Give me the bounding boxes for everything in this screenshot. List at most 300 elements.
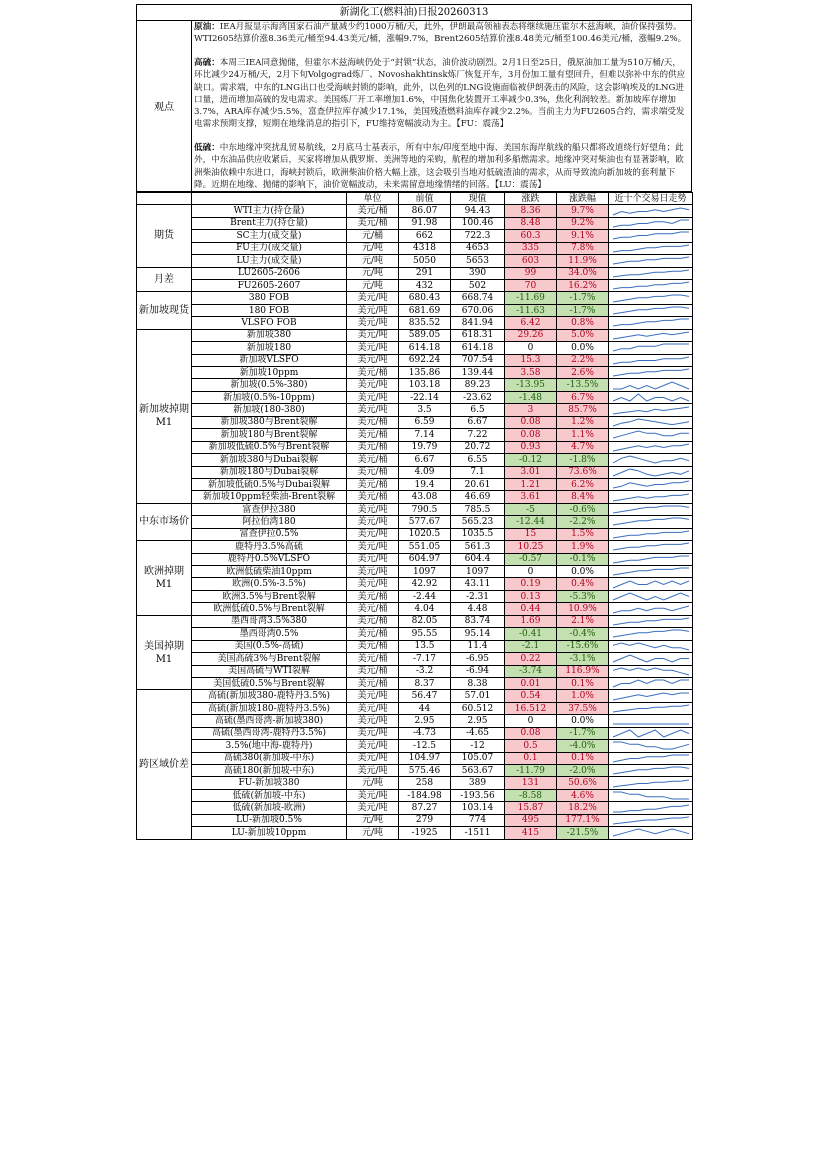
- unit-cell: 美元/桶: [347, 205, 399, 217]
- low-sulfur-heading: 低硫：: [194, 143, 220, 154]
- item-name-cell: FU-新加坡380: [192, 777, 347, 789]
- unit-cell: 元/吨: [347, 267, 399, 279]
- curr-value-cell: 604.4: [451, 553, 505, 565]
- item-name-cell: LU-新加坡10ppm: [192, 827, 347, 839]
- unit-cell: 美元/桶: [347, 677, 399, 689]
- unit-cell: 美元/桶: [347, 466, 399, 478]
- table-row: [137, 802, 693, 814]
- table-row: [137, 715, 693, 727]
- prev-value-cell: 662: [399, 230, 451, 242]
- trend-line: [613, 581, 689, 588]
- category-cell: 中东市场价: [137, 503, 192, 540]
- change-pct-cell: 1.5%: [557, 528, 609, 540]
- table-row: [137, 404, 693, 416]
- curr-value-cell: 139.44: [451, 367, 505, 379]
- change-pct-cell: 6.7%: [557, 391, 609, 403]
- trend-sparkline: [609, 790, 693, 801]
- unit-cell: 美元/吨: [347, 354, 399, 366]
- change-pct-cell: 1.2%: [557, 416, 609, 428]
- change-pct-cell: 8.4%: [557, 491, 609, 503]
- prev-value-cell: 577.67: [399, 516, 451, 528]
- change-cell: 0.44: [505, 603, 557, 615]
- prev-value-cell: 575.46: [399, 765, 451, 777]
- table-row: [137, 590, 693, 602]
- trend-sparkline: [609, 516, 693, 527]
- trend-line: [613, 829, 689, 836]
- change-pct-cell: 34.0%: [557, 267, 609, 279]
- change-pct-cell: 85.7%: [557, 404, 609, 416]
- change-cell: 495: [505, 814, 557, 826]
- change-pct-cell: -13.5%: [557, 379, 609, 391]
- change-pct-cell: 177.1%: [557, 814, 609, 826]
- curr-value-cell: -4.65: [451, 727, 505, 739]
- change-cell: 335: [505, 242, 557, 254]
- prev-value-cell: 82.05: [399, 615, 451, 627]
- trend-sparkline: [609, 280, 693, 291]
- table-row: [137, 740, 693, 752]
- unit-cell: 美元/桶: [347, 454, 399, 466]
- change-cell: 3.61: [505, 491, 557, 503]
- item-name-cell: 鹿特丹3.5%高硫: [192, 541, 347, 553]
- table-row: [137, 553, 693, 565]
- high-sulfur-paragraph: [192, 57, 691, 130]
- unit-cell: 美元/桶: [347, 217, 399, 229]
- change-cell: -3.74: [505, 665, 557, 677]
- item-name-cell: 鹿特丹0.5%VLSFO: [192, 553, 347, 565]
- change-cell: 0.54: [505, 690, 557, 702]
- change-cell: 0.22: [505, 653, 557, 665]
- change-pct-cell: 37.5%: [557, 702, 609, 714]
- item-name-cell: SC主力(成交量): [192, 230, 347, 242]
- trend-sparkline-cell: [609, 653, 693, 665]
- header-pct: 涨跌幅: [557, 192, 609, 204]
- prev-value-cell: -12.5: [399, 740, 451, 752]
- item-name-cell: 美国高硫3%与Brent裂解: [192, 653, 347, 665]
- change-pct-cell: 1.0%: [557, 690, 609, 702]
- unit-cell: 美元/吨: [347, 578, 399, 590]
- prev-value-cell: 432: [399, 279, 451, 291]
- curr-value-cell: -6.95: [451, 653, 505, 665]
- trend-line: [613, 270, 689, 277]
- curr-value-cell: 563.67: [451, 765, 505, 777]
- curr-value-cell: 95.14: [451, 628, 505, 640]
- table-row: [137, 528, 693, 540]
- change-pct-cell: -1.8%: [557, 454, 609, 466]
- prev-value-cell: 604.97: [399, 553, 451, 565]
- trend-sparkline: [609, 678, 693, 689]
- trend-line: [613, 680, 689, 687]
- table-row: [137, 653, 693, 665]
- prev-value-cell: -3.2: [399, 665, 451, 677]
- item-name-cell: LU-新加坡0.5%: [192, 814, 347, 826]
- trend-sparkline-cell: [609, 441, 693, 453]
- prev-value-cell: 95.55: [399, 628, 451, 640]
- change-cell: 0.19: [505, 578, 557, 590]
- change-pct-cell: 9.1%: [557, 230, 609, 242]
- trend-line: [613, 481, 689, 488]
- change-pct-cell: -0.4%: [557, 628, 609, 640]
- trend-sparkline: [609, 554, 693, 565]
- trend-sparkline: [609, 504, 693, 515]
- trend-sparkline: [609, 454, 693, 465]
- table-row: [137, 603, 693, 615]
- trend-line: [613, 655, 689, 662]
- curr-value-cell: 94.43: [451, 205, 505, 217]
- change-pct-cell: 7.8%: [557, 242, 609, 254]
- trend-sparkline: [609, 703, 693, 714]
- report-title: 新湖化工(燃料油)日报20260313: [136, 4, 692, 20]
- prev-value-cell: 279: [399, 814, 451, 826]
- table-row: [137, 814, 693, 826]
- table-row: [137, 342, 693, 354]
- trend-line: [613, 208, 689, 215]
- trend-sparkline-cell: [609, 615, 693, 627]
- trend-sparkline-cell: [609, 230, 693, 242]
- change-pct-cell: 0.1%: [557, 677, 609, 689]
- item-name-cell: 低硫(新加坡-欧洲): [192, 802, 347, 814]
- change-cell: 0.08: [505, 429, 557, 441]
- table-row: [137, 690, 693, 702]
- prev-value-cell: 42.92: [399, 578, 451, 590]
- trend-sparkline-cell: [609, 329, 693, 341]
- header-blank: [137, 192, 192, 204]
- trend-sparkline: [609, 628, 693, 639]
- table-row: [137, 279, 693, 291]
- trend-sparkline-cell: [609, 242, 693, 254]
- prev-value-cell: 5050: [399, 255, 451, 267]
- item-name-cell: 新加坡(0.5%-380): [192, 379, 347, 391]
- unit-cell: 美元/桶: [347, 478, 399, 490]
- curr-value-cell: -1511: [451, 827, 505, 839]
- change-pct-cell: 2.2%: [557, 354, 609, 366]
- table-row: [137, 789, 693, 801]
- change-pct-cell: 0.0%: [557, 566, 609, 578]
- change-cell: 603: [505, 255, 557, 267]
- change-cell: 0.5: [505, 740, 557, 752]
- trend-line: [613, 431, 689, 438]
- curr-value-cell: 60.512: [451, 702, 505, 714]
- item-name-cell: 新加坡VLSFO: [192, 354, 347, 366]
- trend-sparkline-cell: [609, 205, 693, 217]
- table-row: [137, 292, 693, 304]
- table-row: [137, 503, 693, 515]
- unit-cell: 美元/桶: [347, 416, 399, 428]
- change-cell: 415: [505, 827, 557, 839]
- change-pct-cell: 1.1%: [557, 429, 609, 441]
- trend-line: [613, 556, 689, 563]
- prev-value-cell: 8.37: [399, 677, 451, 689]
- item-name-cell: 低硫(新加坡-中东): [192, 789, 347, 801]
- unit-cell: 美元/吨: [347, 566, 399, 578]
- curr-value-cell: 57.01: [451, 690, 505, 702]
- item-name-cell: 墨西哥湾0.5%: [192, 628, 347, 640]
- curr-value-cell: 1097: [451, 566, 505, 578]
- item-name-cell: VLSFO FOB: [192, 317, 347, 329]
- prev-value-cell: 43.08: [399, 491, 451, 503]
- prev-value-cell: 87.27: [399, 802, 451, 814]
- trend-line: [613, 332, 689, 339]
- high-sulfur-heading: 高硫：: [194, 58, 220, 69]
- prev-value-cell: 6.67: [399, 454, 451, 466]
- trend-sparkline-cell: [609, 566, 693, 578]
- unit-cell: 美元/吨: [347, 740, 399, 752]
- change-pct-cell: 5.0%: [557, 329, 609, 341]
- trend-sparkline: [609, 529, 693, 540]
- trend-sparkline-cell: [609, 590, 693, 602]
- item-name-cell: 美国低硫0.5%与Brent裂解: [192, 677, 347, 689]
- change-cell: -13.95: [505, 379, 557, 391]
- trend-sparkline-cell: [609, 578, 693, 590]
- trend-sparkline: [609, 417, 693, 428]
- change-cell: -8.58: [505, 789, 557, 801]
- trend-sparkline-cell: [609, 279, 693, 291]
- unit-cell: 美元/吨: [347, 702, 399, 714]
- trend-sparkline: [609, 230, 693, 241]
- unit-cell: 美元/吨: [347, 553, 399, 565]
- trend-line: [613, 295, 689, 302]
- change-pct-cell: -0.6%: [557, 503, 609, 515]
- unit-cell: 美元/吨: [347, 304, 399, 316]
- prev-value-cell: 19.79: [399, 441, 451, 453]
- table-row: [137, 267, 693, 279]
- unit-cell: 美元/桶: [347, 590, 399, 602]
- unit-cell: 美元/桶: [347, 653, 399, 665]
- change-cell: 60.3: [505, 230, 557, 242]
- trend-line: [613, 668, 689, 675]
- unit-cell: 元/吨: [347, 814, 399, 826]
- item-name-cell: 高硫(新加坡380-鹿特丹3.5%): [192, 690, 347, 702]
- item-name-cell: FU2605-2607: [192, 279, 347, 291]
- change-cell: 3.58: [505, 367, 557, 379]
- header-chg: 涨跌: [505, 192, 557, 204]
- item-name-cell: 新加坡380与Dubai裂解: [192, 454, 347, 466]
- trend-line: [613, 705, 689, 712]
- change-pct-cell: 18.2%: [557, 802, 609, 814]
- header-blank-name: [192, 192, 347, 204]
- trend-sparkline-cell: [609, 827, 693, 839]
- prev-value-cell: -184.98: [399, 789, 451, 801]
- trend-sparkline: [609, 442, 693, 453]
- unit-cell: 元/桶: [347, 230, 399, 242]
- curr-value-cell: 4653: [451, 242, 505, 254]
- trend-line: [613, 220, 689, 227]
- table-row: [137, 478, 693, 490]
- change-cell: 0.1: [505, 752, 557, 764]
- trend-line: [613, 282, 689, 289]
- change-pct-cell: 16.2%: [557, 279, 609, 291]
- trend-sparkline: [609, 666, 693, 677]
- change-pct-cell: -2.2%: [557, 516, 609, 528]
- table-row: [137, 466, 693, 478]
- item-name-cell: 墨西哥湾3.5%380: [192, 615, 347, 627]
- curr-value-cell: 7.1: [451, 466, 505, 478]
- change-pct-cell: 0.1%: [557, 752, 609, 764]
- prev-value-cell: 4.04: [399, 603, 451, 615]
- trend-sparkline-cell: [609, 255, 693, 267]
- trend-line: [613, 792, 689, 799]
- item-name-cell: 美国(0.5%-高硫): [192, 640, 347, 652]
- item-name-cell: 高硫(新加坡180-鹿特丹3.5%): [192, 702, 347, 714]
- trend-line: [613, 817, 689, 824]
- table-row: [137, 752, 693, 764]
- change-cell: 16.512: [505, 702, 557, 714]
- trend-sparkline: [609, 342, 693, 353]
- curr-value-cell: 8.38: [451, 677, 505, 689]
- trend-sparkline-cell: [609, 416, 693, 428]
- item-name-cell: 高硫180(新加坡-中东): [192, 765, 347, 777]
- item-name-cell: 富查伊拉0.5%: [192, 528, 347, 540]
- change-cell: 6.42: [505, 317, 557, 329]
- prev-value-cell: 291: [399, 267, 451, 279]
- unit-cell: 美元/吨: [347, 789, 399, 801]
- item-name-cell: 180 FOB: [192, 304, 347, 316]
- change-pct-cell: -2.0%: [557, 765, 609, 777]
- change-cell: -11.63: [505, 304, 557, 316]
- change-pct-cell: -3.1%: [557, 653, 609, 665]
- change-cell: 0.93: [505, 441, 557, 453]
- item-name-cell: 新加坡10ppm轻柴油-Brent裂解: [192, 491, 347, 503]
- change-cell: 1.21: [505, 478, 557, 490]
- curr-value-cell: 89.23: [451, 379, 505, 391]
- trend-line: [613, 456, 689, 463]
- trend-sparkline-cell: [609, 466, 693, 478]
- table-row: [137, 217, 693, 229]
- change-pct-cell: 4.6%: [557, 789, 609, 801]
- trend-sparkline-cell: [609, 317, 693, 329]
- trend-sparkline: [609, 803, 693, 814]
- change-cell: -12.44: [505, 516, 557, 528]
- table-row: [137, 454, 693, 466]
- unit-cell: 元/吨: [347, 242, 399, 254]
- trend-sparkline: [609, 591, 693, 602]
- table-row: [137, 441, 693, 453]
- trend-sparkline: [609, 206, 693, 217]
- unit-cell: 美元/吨: [347, 765, 399, 777]
- table-row: [137, 379, 693, 391]
- trend-sparkline: [609, 815, 693, 826]
- table-row: [137, 367, 693, 379]
- trend-sparkline-cell: [609, 516, 693, 528]
- trend-sparkline-cell: [609, 491, 693, 503]
- prev-value-cell: -4.73: [399, 727, 451, 739]
- trend-sparkline-cell: [609, 503, 693, 515]
- trend-sparkline-cell: [609, 342, 693, 354]
- prev-value-cell: 681.69: [399, 304, 451, 316]
- unit-cell: 美元/吨: [347, 727, 399, 739]
- unit-cell: 美元/吨: [347, 404, 399, 416]
- change-cell: 8.36: [505, 205, 557, 217]
- table-row: [137, 677, 693, 689]
- trend-sparkline-cell: [609, 354, 693, 366]
- change-cell: 3.01: [505, 466, 557, 478]
- report-sheet: [136, 4, 692, 840]
- crude-heading: 原油：: [194, 22, 220, 32]
- unit-cell: 美元/吨: [347, 528, 399, 540]
- unit-cell: 美元/桶: [347, 665, 399, 677]
- trend-sparkline-cell: [609, 727, 693, 739]
- table-row: [137, 230, 693, 242]
- high-sulfur-text: 本周三IEA同意抛储，但霍尔木兹海峡仍处于“封锁”状态，油价波动剧烈。2月1日至25日，俄原油加工量为510万桶/天，环比减少24万桶/天，2月下旬Volgograd炼厂、Novoshakhtinsk炼厂恢复开车，3月份加工量有望回升，但难以弥补中东的供应缺口。需求端，中东的LNG出口也受海峡封锁的影响，此外，以色列的LNG设施面临被伊朗袭击的风险，这会影响埃及的LNG进口量，进而增加高硫的发电需求。美国炼厂开工率增加1.6%，中国焦化装置开工率减少0.3%，焦化利润较差。新加坡库存增加3.7%，ARA库存减少5.5%，富查伊拉库存减少17.1%，美国残渣燃料油库存减少2.2%。当前主力为FU2605合约，需求端受发电需求预期支撑，短期在地缘消息的指引下，FU维持宽幅波动为主。【FU：震荡】: [194, 58, 686, 130]
- prev-value-cell: 4.09: [399, 466, 451, 478]
- item-name-cell: 富查伊拉380: [192, 503, 347, 515]
- unit-cell: 美元/吨: [347, 715, 399, 727]
- prev-value-cell: 551.05: [399, 541, 451, 553]
- item-name-cell: 新加坡10ppm: [192, 367, 347, 379]
- trend-sparkline: [609, 765, 693, 776]
- trend-line: [613, 531, 689, 538]
- trend-sparkline: [609, 380, 693, 391]
- change-cell: -11.79: [505, 765, 557, 777]
- prev-value-cell: 104.97: [399, 752, 451, 764]
- trend-line: [613, 606, 689, 613]
- trend-line: [613, 494, 689, 501]
- trend-sparkline-cell: [609, 702, 693, 714]
- prev-value-cell: 86.07: [399, 205, 451, 217]
- change-pct-cell: 50.6%: [557, 777, 609, 789]
- change-cell: 1.69: [505, 615, 557, 627]
- header-prev: 前值: [399, 192, 451, 204]
- unit-cell: 元/吨: [347, 827, 399, 839]
- trend-sparkline: [609, 778, 693, 789]
- table-row: [137, 702, 693, 714]
- low-sulfur-paragraph: [192, 142, 691, 191]
- change-cell: 15.87: [505, 802, 557, 814]
- curr-value-cell: 1035.5: [451, 528, 505, 540]
- item-name-cell: WTI主力(持仓量): [192, 205, 347, 217]
- prev-value-cell: 589.05: [399, 329, 451, 341]
- table-row: [137, 665, 693, 677]
- trend-line: [613, 394, 689, 401]
- item-name-cell: 欧洲低硫0.5%与Brent裂解: [192, 603, 347, 615]
- table-row: [137, 205, 693, 217]
- unit-cell: 元/吨: [347, 777, 399, 789]
- unit-cell: 美元/桶: [347, 615, 399, 627]
- prev-value-cell: -7.17: [399, 653, 451, 665]
- curr-value-cell: 668.74: [451, 292, 505, 304]
- trend-line: [613, 518, 689, 525]
- table-row: [137, 516, 693, 528]
- curr-value-cell: 20.61: [451, 478, 505, 490]
- trend-sparkline-cell: [609, 765, 693, 777]
- curr-value-cell: 46.69: [451, 491, 505, 503]
- trend-line: [613, 742, 689, 749]
- item-name-cell: 高硫(墨西哥湾-新加坡380): [192, 715, 347, 727]
- outlook-section: [136, 20, 692, 192]
- trend-sparkline-cell: [609, 379, 693, 391]
- trend-line: [613, 419, 689, 426]
- crude-paragraph: [192, 21, 691, 45]
- trend-line: [613, 307, 689, 314]
- curr-value-cell: 670.06: [451, 304, 505, 316]
- outlook-body: [192, 21, 691, 191]
- change-pct-cell: 2.6%: [557, 367, 609, 379]
- trend-sparkline: [609, 255, 693, 266]
- item-name-cell: 新加坡(180-380): [192, 404, 347, 416]
- change-pct-cell: 9.2%: [557, 217, 609, 229]
- trend-sparkline: [609, 653, 693, 664]
- change-pct-cell: -1.7%: [557, 304, 609, 316]
- prev-value-cell: 692.24: [399, 354, 451, 366]
- change-pct-cell: 6.2%: [557, 478, 609, 490]
- trend-line: [613, 767, 689, 774]
- curr-value-cell: 20.72: [451, 441, 505, 453]
- curr-value-cell: 4.48: [451, 603, 505, 615]
- prev-value-cell: 1020.5: [399, 528, 451, 540]
- change-pct-cell: 2.1%: [557, 615, 609, 627]
- curr-value-cell: 841.94: [451, 317, 505, 329]
- curr-value-cell: -23.62: [451, 391, 505, 403]
- low-sulfur-text: 中东地缘冲突扰乱贸易航线，2月底马士基表示，所有中东/印度至地中海、美国东海岸航线的船只都将改道绕行好望角；此外，中东油品供应收紧后，买家将增加从俄罗斯、美洲等地的采购，航程的增加利多船燃需求。地缘冲突对柴油也有显著影响，欧洲柴油依赖中东进口，海峡封锁后，欧洲柴油价格大幅上涨，这会吸引当地对低硫渣油的需求，从而导致流向新加坡的套利量下降。近期在地缘、抛储的影响下，油价宽幅波动，未来需留意地缘情绪的回落。【LU：震荡】: [194, 143, 684, 190]
